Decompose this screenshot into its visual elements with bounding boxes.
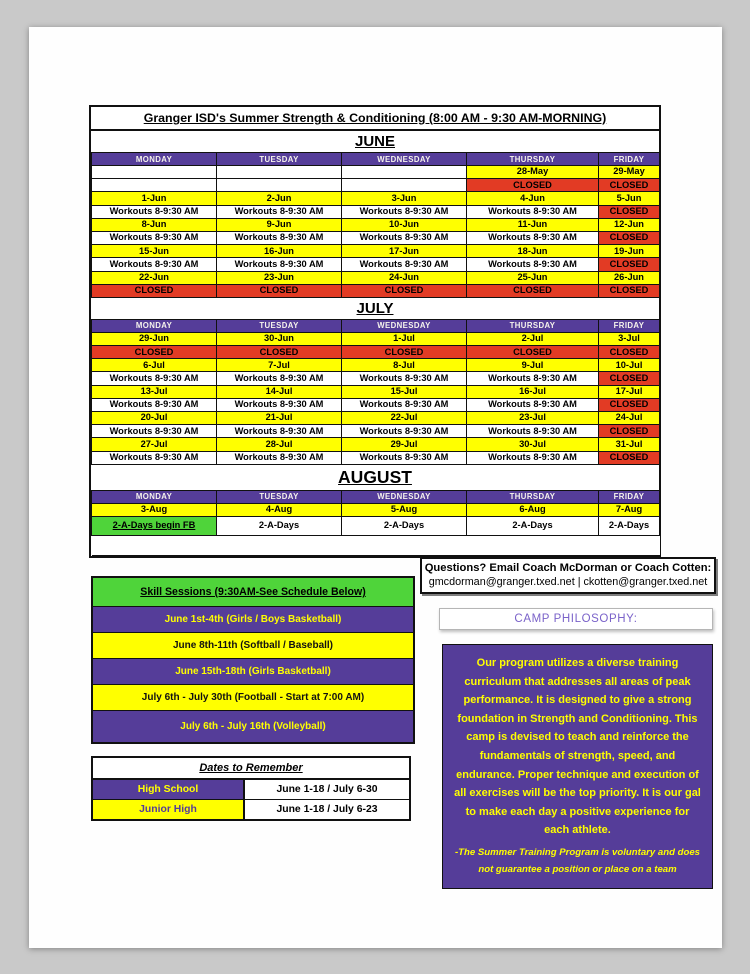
calendar-cell: 4-Aug (217, 503, 342, 516)
calendar-cell: Workouts 8-9:30 AM (92, 398, 217, 411)
calendar-cell: 31-Jul (599, 438, 660, 451)
calendar-cell: 27-Jul (92, 438, 217, 451)
calendar-cell: CLOSED (92, 284, 217, 297)
calendar-august (91, 490, 660, 556)
calendar-cell: Workouts 8-9:30 AM (342, 231, 467, 244)
calendar-cell: 10-Jun (342, 218, 467, 231)
questions-heading: Questions? Email Coach McDorman or Coach Cotten: (424, 562, 712, 574)
calendar-cell: 12-Jun (599, 218, 660, 231)
calendar-cell (467, 535, 599, 555)
dates-row-label: Junior High (93, 800, 245, 819)
calendar-cell: CLOSED (599, 398, 660, 411)
calendar-cell: CLOSED (599, 425, 660, 438)
camp-philosophy-footnote: -The Summer Training Program is voluntary and does not guarantee a position or place on a team (454, 846, 701, 875)
calendar-cell: 30-Jun (217, 332, 342, 345)
calendar-cell: 30-Jul (467, 438, 599, 451)
day-header: FRIDAY (599, 319, 660, 332)
calendar-cell: 25-Jun (467, 271, 599, 284)
dates-to-remember-title-text: Dates to Remember (199, 762, 303, 774)
month-title-june (91, 131, 659, 152)
calendar-cell: Workouts 8-9:30 AM (92, 231, 217, 244)
calendar-cell (342, 179, 467, 192)
calendar-cell: 23-Jul (467, 412, 599, 425)
calendar-cell: CLOSED (342, 284, 467, 297)
calendar-cell: 21-Jul (217, 412, 342, 425)
dates-row (93, 780, 409, 799)
page-title-text: Granger ISD's Summer Strength & Conditioning (8:00 AM - 9:30 AM-MORNING) (143, 111, 607, 125)
calendar-cell: CLOSED (342, 346, 467, 359)
calendar-cell: Workouts 8-9:30 AM (342, 258, 467, 271)
calendar-cell: 14-Jul (217, 385, 342, 398)
calendar-cell: 18-Jun (467, 245, 599, 258)
dates-row-value: June 1-18 / July 6-23 (245, 800, 409, 819)
calendar-cell: 10-Jul (599, 359, 660, 372)
calendar-cell (342, 535, 467, 555)
calendar-cell: 9-Jul (467, 359, 599, 372)
day-header: THURSDAY (467, 319, 599, 332)
calendar-cell: Workouts 8-9:30 AM (342, 451, 467, 464)
camp-philosophy-title: CAMP PHILOSOPHY: (439, 608, 713, 630)
calendar-cell: Workouts 8-9:30 AM (217, 205, 342, 218)
day-header: FRIDAY (599, 153, 660, 166)
calendar-cell: 2-A-Days (342, 516, 467, 535)
calendar-cell: CLOSED (467, 179, 599, 192)
skill-sessions-box (91, 576, 415, 744)
calendar-cell: CLOSED (92, 346, 217, 359)
calendar-cell: Workouts 8-9:30 AM (342, 205, 467, 218)
day-header: MONDAY (92, 153, 217, 166)
calendar-cell: 8-Jul (342, 359, 467, 372)
page-title (91, 107, 659, 131)
day-header: THURSDAY (467, 490, 599, 503)
calendar-cell (92, 179, 217, 192)
calendar-cell (342, 166, 467, 179)
calendar-cell: Workouts 8-9:30 AM (342, 398, 467, 411)
calendar-cell: CLOSED (599, 179, 660, 192)
calendar-cell: 16-Jun (217, 245, 342, 258)
calendar-cell: 15-Jul (342, 385, 467, 398)
calendar-cell: 13-Jul (92, 385, 217, 398)
calendar-cell: CLOSED (599, 205, 660, 218)
calendar-cell: 8-Jun (92, 218, 217, 231)
calendar-cell: 9-Jun (217, 218, 342, 231)
calendar-cell (217, 535, 342, 555)
dates-to-remember-box (91, 756, 411, 821)
dates-row-value: June 1-18 / July 6-30 (245, 780, 409, 799)
calendar-cell: CLOSED (599, 451, 660, 464)
calendar-cell: 3-Aug (92, 503, 217, 516)
calendar-cell: 6-Jul (92, 359, 217, 372)
calendar-cell: Workouts 8-9:30 AM (217, 258, 342, 271)
dates-to-remember-title (93, 758, 409, 780)
calendar-cell: 11-Jun (467, 218, 599, 231)
skill-sessions-list (93, 606, 413, 742)
calendar-cell: Workouts 8-9:30 AM (467, 372, 599, 385)
calendar-cell: Workouts 8-9:30 AM (342, 425, 467, 438)
skill-session-item: July 6th - July 30th (Football - Start at 7:00 AM) (93, 684, 413, 710)
calendar-cell (599, 535, 660, 555)
calendar-cell (92, 535, 217, 555)
calendar-cell: 26-Jun (599, 271, 660, 284)
calendar-cell: Workouts 8-9:30 AM (467, 398, 599, 411)
calendar-cell: 20-Jul (92, 412, 217, 425)
questions-emails: gmcdorman@granger.txed.net | ckotten@granger.txed.net (428, 576, 708, 588)
calendar-cell: Workouts 8-9:30 AM (92, 205, 217, 218)
dates-rows (93, 780, 409, 819)
skill-session-item: June 15th-18th (Girls Basketball) (93, 658, 413, 684)
calendar-cell: 22-Jun (92, 271, 217, 284)
calendar-cell: 5-Jun (599, 192, 660, 205)
schedule-block (89, 105, 661, 558)
calendar-cell: Workouts 8-9:30 AM (217, 451, 342, 464)
day-header: TUESDAY (217, 153, 342, 166)
calendar-cell: 2-A-Days (467, 516, 599, 535)
calendar-cell: Workouts 8-9:30 AM (217, 231, 342, 244)
day-header: WEDNESDAY (342, 490, 467, 503)
day-header: THURSDAY (467, 153, 599, 166)
skill-sessions-header (93, 578, 413, 606)
calendar-cell: Workouts 8-9:30 AM (467, 451, 599, 464)
skill-session-item: June 8th-11th (Softball / Baseball) (93, 632, 413, 658)
questions-box (420, 557, 716, 594)
calendar-cell: 2-Jul (467, 332, 599, 345)
calendar-cell: CLOSED (217, 346, 342, 359)
month-name: JUNE (354, 133, 395, 150)
calendar-cell: 19-Jun (599, 245, 660, 258)
calendar-cell: Workouts 8-9:30 AM (217, 425, 342, 438)
calendar-cell: 1-Jul (342, 332, 467, 345)
calendar-cell: Workouts 8-9:30 AM (92, 451, 217, 464)
calendar-cell (217, 166, 342, 179)
calendar-cell: Workouts 8-9:30 AM (92, 258, 217, 271)
calendar-cell: 2-A-Days (599, 516, 660, 535)
skill-session-item: June 1st-4th (Girls / Boys Basketball) (93, 606, 413, 632)
calendar-cell: CLOSED (599, 258, 660, 271)
calendar-cell: 15-Jun (92, 245, 217, 258)
day-header: MONDAY (92, 319, 217, 332)
calendar-cell: 29-Jul (342, 438, 467, 451)
calendar-cell: Workouts 8-9:30 AM (92, 372, 217, 385)
calendar-cell: 17-Jun (342, 245, 467, 258)
day-header: FRIDAY (599, 490, 660, 503)
camp-philosophy-body: Our program utilizes a diverse training curriculum that addresses all areas of peak performance. It is designed to give a strong foundation in Strength and Conditioning. This camp is devised to teach and reinforce the fundamentals of strength, speed, and endurance. Proper technique and execution of all exercises will be the top priority. It is our gal to make each day a positive experience for each athlete. (454, 657, 701, 837)
calendar-cell: 7-Aug (599, 503, 660, 516)
calendar-cell: Workouts 8-9:30 AM (217, 398, 342, 411)
calendar-cell: 2-A-Days (217, 516, 342, 535)
calendar-cell: 29-Jun (92, 332, 217, 345)
month-title-july (91, 298, 659, 319)
calendar-cell: 1-Jun (92, 192, 217, 205)
calendar-cell: 4-Jun (467, 192, 599, 205)
month-name: AUGUST (338, 466, 412, 487)
calendar-cell: 28-May (467, 166, 599, 179)
calendar-cell: Workouts 8-9:30 AM (92, 425, 217, 438)
calendar-july (91, 319, 660, 465)
calendar-cell: 23-Jun (217, 271, 342, 284)
dates-row (93, 799, 409, 819)
calendar-cell: CLOSED (467, 346, 599, 359)
calendar-cell: 28-Jul (217, 438, 342, 451)
calendar-cell: Workouts 8-9:30 AM (217, 372, 342, 385)
calendar-cell: Workouts 8-9:30 AM (467, 231, 599, 244)
day-header: TUESDAY (217, 490, 342, 503)
calendar-cell: CLOSED (467, 284, 599, 297)
dates-row-label: High School (93, 780, 245, 799)
skill-sessions-header-text: Skill Sessions (9:30AM-See Schedule Below) (140, 586, 366, 598)
month-name: JULY (356, 299, 394, 317)
day-header: WEDNESDAY (342, 319, 467, 332)
calendar-cell: 2-Jun (217, 192, 342, 205)
calendar-cell: 16-Jul (467, 385, 599, 398)
document-page (29, 27, 722, 948)
calendar-cell: Workouts 8-9:30 AM (467, 205, 599, 218)
calendar-cell: CLOSED (599, 231, 660, 244)
calendar-cell: Workouts 8-9:30 AM (342, 372, 467, 385)
calendar-cell: CLOSED (599, 346, 660, 359)
calendar-cell: 3-Jun (342, 192, 467, 205)
calendar-cell: 7-Jul (217, 359, 342, 372)
calendar-june (91, 152, 660, 298)
calendar-cell: 24-Jun (342, 271, 467, 284)
calendar-cell (217, 179, 342, 192)
calendar-cell: CLOSED (217, 284, 342, 297)
calendar-cell: 3-Jul (599, 332, 660, 345)
calendar-cell: CLOSED (599, 284, 660, 297)
calendar-cell: Workouts 8-9:30 AM (467, 425, 599, 438)
day-header: WEDNESDAY (342, 153, 467, 166)
calendar-cell: 24-Jul (599, 412, 660, 425)
calendar-cell: 6-Aug (467, 503, 599, 516)
calendar-cell: CLOSED (599, 372, 660, 385)
day-header: TUESDAY (217, 319, 342, 332)
month-title-august (91, 465, 659, 490)
calendar-cell: Workouts 8-9:30 AM (467, 258, 599, 271)
calendar-cell: 2-A-Days begin FB (92, 516, 217, 535)
calendar-cell: 29-May (599, 166, 660, 179)
day-header: MONDAY (92, 490, 217, 503)
calendar-cell: 22-Jul (342, 412, 467, 425)
skill-session-item: July 6th - July 16th (Volleyball) (93, 710, 413, 742)
camp-philosophy-box (442, 644, 713, 889)
calendar-cell: 5-Aug (342, 503, 467, 516)
calendar-cell: 17-Jul (599, 385, 660, 398)
schedule-months (91, 131, 659, 556)
calendar-cell (92, 166, 217, 179)
